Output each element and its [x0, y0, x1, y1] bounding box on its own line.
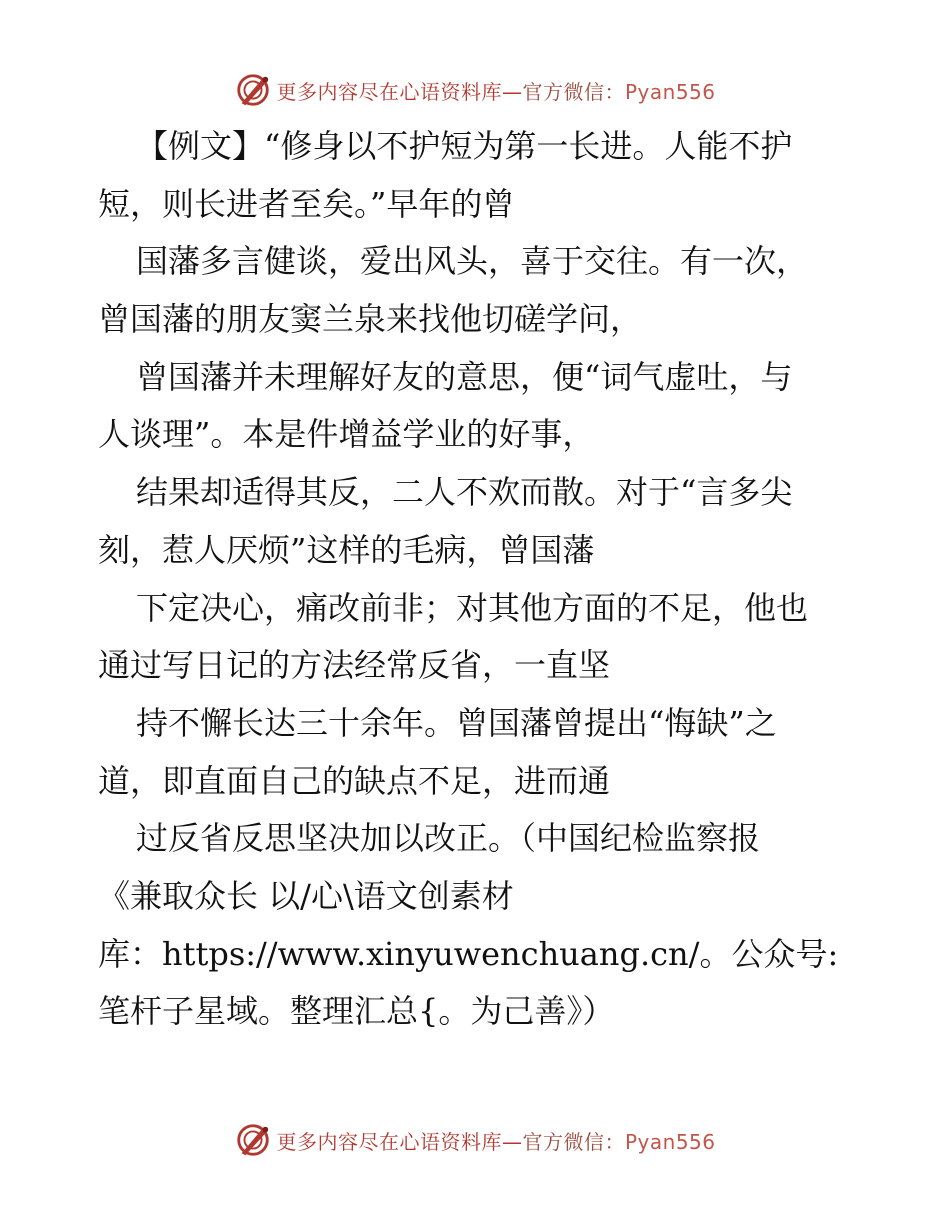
paragraph-line: 通过写日记的方法经常反省，一直坚 [98, 646, 611, 685]
paragraph-line: 持不懈长达三十余年。曾国藩曾提出“悔缺”之 [136, 703, 777, 742]
paragraph-line: 国藩多言健谈，爱出风头，喜于交往。有一次， [136, 242, 809, 281]
banner-text: 更多内容尽在心语资料库—官方微信：Pyan556 [276, 1129, 716, 1154]
paragraph-line: 下定决心，痛改前非；对其他方面的不足，他也 [136, 588, 809, 627]
paragraph-line-url: 库：https://www.xinyuwenchuang.cn/。公众号: [98, 934, 839, 973]
header-banner [0, 70, 950, 110]
paragraph-line: 刻，惹人厌烦”这样的毛病，曾国藩 [98, 530, 595, 569]
footer-banner [0, 1120, 950, 1160]
paragraph-line: 过反省反思坚决加以改正。（中国纪检监察报 [136, 819, 761, 858]
pen-logo-icon [234, 1121, 272, 1159]
pen-logo-icon [234, 71, 272, 109]
paragraph-line: 道，即直面自己的缺点不足，进而通 [98, 761, 611, 800]
paragraph-line: 短，则长进者至矣。”早年的曾 [98, 184, 515, 223]
paragraph-line: 曾国藩的朋友窦兰泉来找他切磋学问， [98, 300, 643, 339]
paragraph-line: 【例文】“修身以不护短为第一长进。人能不护 [136, 127, 793, 165]
paragraph-line: 结果却适得其反，二人不欢而散。对于“言多尖 [136, 473, 793, 512]
banner-text: 更多内容尽在心语资料库—官方微信：Pyan556 [276, 79, 716, 104]
paragraph-line: 曾国藩并未理解好友的意思，便“词气虚吐，与 [136, 357, 793, 396]
paragraph-line: 人谈理”。本是件增益学业的好事， [98, 415, 595, 454]
paragraph-line: 笔杆子星域。整理汇总{。为己善》） [98, 992, 615, 1031]
article-body [98, 118, 858, 1041]
paragraph-line: 《兼取众长 以/心\语文创素材 [98, 876, 514, 915]
